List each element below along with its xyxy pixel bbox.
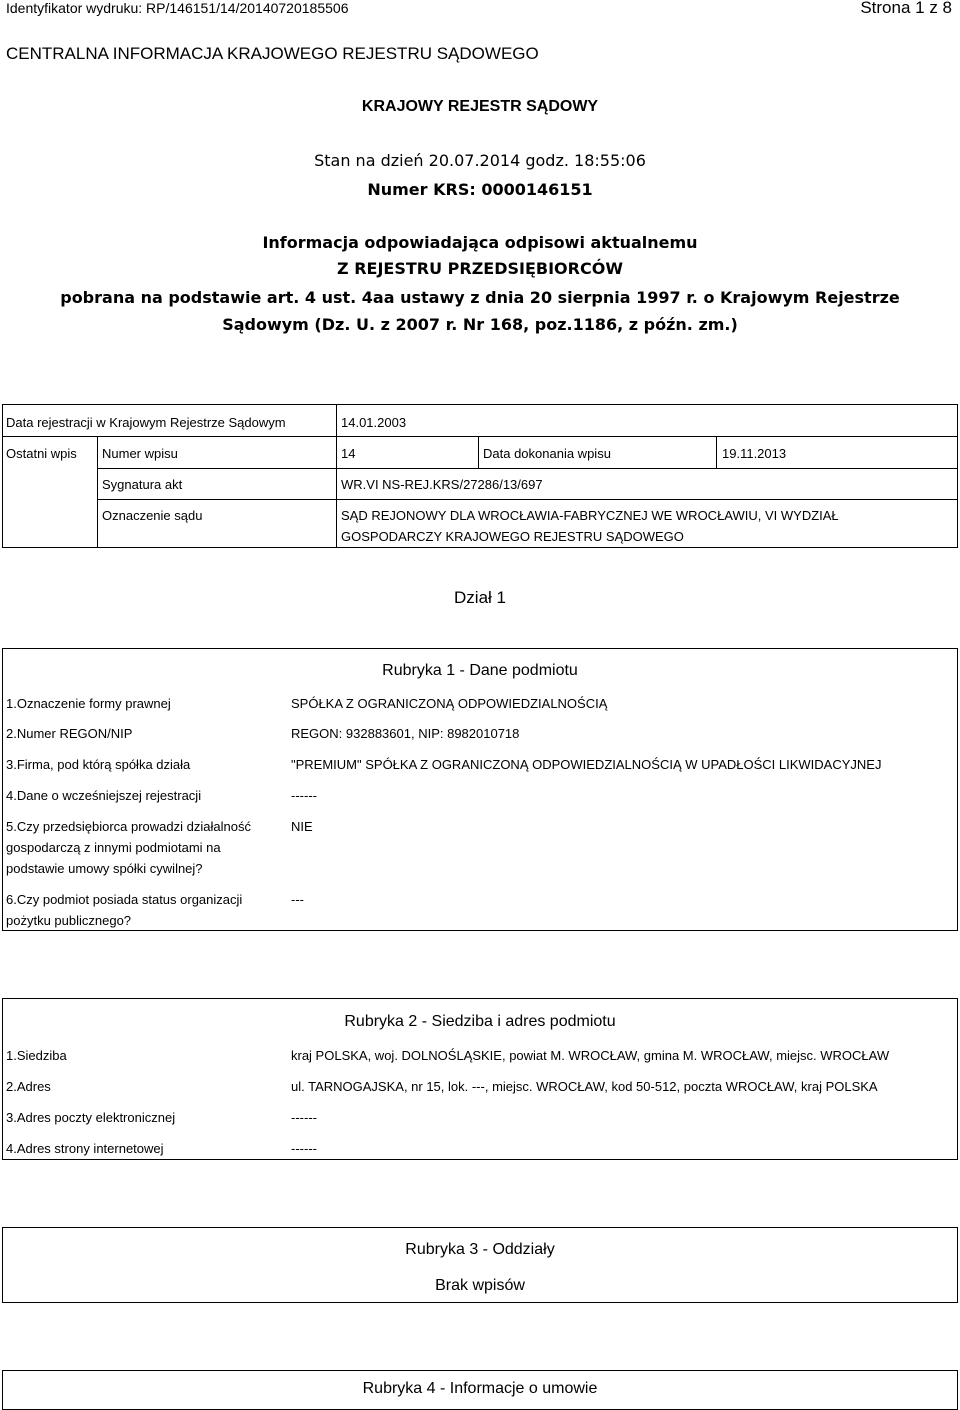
court-label: Oznaczenie sądu [102, 508, 203, 523]
legal-basis-line-2: Sądowym (Dz. U. z 2007 r. Nr 168, poz.1186, z późn. zm.) [222, 315, 738, 334]
legal-basis-line-1: pobrana na podstawie art. 4 ust. 4aa ustawy z dnia 20 sierpnia 1997 r. o Krajowym Rejestrze [60, 288, 900, 307]
registration-date-value: 14.01.2003 [341, 415, 407, 430]
rubryka-1-title: Rubryka 1 - Dane podmiotu [382, 662, 578, 679]
info-line-2: Z REJESTRU PRZEDSIĘBIORCÓW [337, 259, 623, 278]
legal-form-label: 1.Oznaczenie formy prawnej [6, 696, 171, 711]
rubryka-4-title: Rubryka 4 - Informacje o umowie [362, 1380, 598, 1397]
info-line-1: Informacja odpowiadająca odpisowi aktualnemu [262, 233, 698, 252]
address-value: ul. TARNOGAJSKA, nr 15, lok. ---, miejsc. WROCŁAW, kod 50-512, poczta WROCŁAW, kraj POLSKA [291, 1079, 878, 1094]
public-benefit-label: 6.Czy podmiot posiada status organizacji pożytku publicznego? [6, 892, 243, 928]
case-signature-value: WR.VI NS-REJ.KRS/27286/13/697 [341, 477, 543, 492]
address-label: 2.Adres [6, 1079, 51, 1094]
rubryka-3-title: Rubryka 3 - Oddziały [405, 1241, 555, 1258]
website-label: 4.Adres strony internetowej [6, 1141, 164, 1156]
print-identifier: Identyfikator wydruku: RP/146151/14/20140720185506 [6, 0, 349, 16]
last-entry-label: Ostatni wpis [6, 446, 77, 461]
organization-name: CENTRALNA INFORMACJA KRAJOWEGO REJESTRU SĄDOWEGO [6, 44, 539, 63]
krs-number: Numer KRS: 0000146151 [367, 180, 593, 199]
company-name-label: 3.Firma, pod którą spółka działa [6, 757, 191, 772]
entry-number-label: Numer wpisu [102, 446, 178, 461]
registry-title: KRAJOWY REJESTR SĄDOWY [361, 98, 599, 115]
regon-nip-value: REGON: 932883601, NIP: 8982010718 [291, 726, 520, 741]
civil-partnership-label: 5.Czy przedsiębiorca prowadzi działalność gospodarczą z innymi podmiotami na podstawie umowy spółki cywilnej? [6, 819, 251, 876]
state-date: Stan na dzień 20.07.2014 godz. 18:55:06 [314, 151, 646, 170]
entry-date-value: 19.11.2013 [722, 446, 787, 461]
seat-label: 1.Siedziba [6, 1048, 67, 1063]
entry-date-label: Data dokonania wpisu [483, 446, 611, 461]
rubryka-3-empty: Brak wpisów [435, 1277, 525, 1294]
seat-value: kraj POLSKA, woj. DOLNOŚLĄSKIE, powiat M. WROCŁAW, gmina M. WROCŁAW, miejsc. WROCŁAW [291, 1048, 890, 1063]
website-value: ------ [291, 1141, 317, 1156]
legal-form-value: SPÓŁKA Z OGRANICZONĄ ODPOWIEDZIALNOŚCIĄ [291, 696, 608, 711]
registration-date-label: Data rejestracji w Krajowym Rejestrze Sądowym [6, 415, 286, 430]
court-value: SĄD REJONOWY DLA WROCŁAWIA-FABRYCZNEJ WE WROCŁAWIU, VI WYDZIAŁ GOSPODARCZY KRAJOWEGO REJESTRU SĄDOWEGO [341, 508, 839, 544]
civil-partnership-value: NIE [291, 819, 313, 834]
previous-registration-value: ------ [291, 788, 317, 803]
public-benefit-value: --- [291, 892, 304, 907]
regon-nip-label: 2.Numer REGON/NIP [6, 726, 133, 741]
previous-registration-label: 4.Dane o wcześniejszej rejestracji [6, 788, 202, 803]
entry-number-value: 14 [341, 446, 356, 461]
company-name-value: "PREMIUM" SPÓŁKA Z OGRANICZONĄ ODPOWIEDZIALNOŚCIĄ W UPADŁOŚCI LIKWIDACYJNEJ [291, 757, 882, 772]
email-address-label: 3.Adres poczty elektronicznej [6, 1110, 176, 1125]
case-signature-label: Sygnatura akt [102, 477, 183, 492]
page-number: Strona 1 z 8 [860, 0, 952, 17]
section-title: Dział 1 [454, 588, 506, 607]
rubryka-2-title: Rubryka 2 - Siedziba i adres podmiotu [344, 1013, 616, 1030]
email-address-value: ------ [291, 1110, 317, 1125]
